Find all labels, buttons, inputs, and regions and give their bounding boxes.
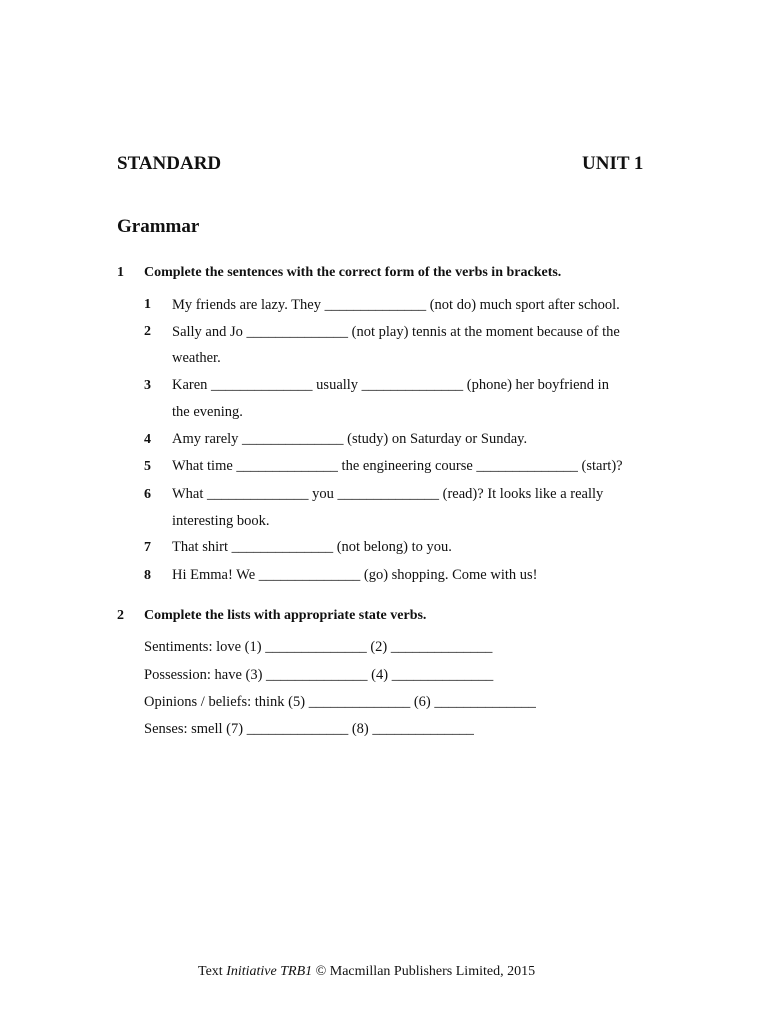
copyright-footer — [198, 964, 535, 980]
level-heading: STANDARD — [117, 153, 222, 174]
item-number: 2 — [144, 324, 151, 339]
footer-suffix: © Macmillan Publishers Limited, 2015 — [312, 964, 536, 979]
item-number: 1 — [144, 297, 151, 312]
item-number: 4 — [144, 432, 151, 447]
item-line: Karen ______________ usually ______________ (phone) her boyfriend in — [172, 377, 609, 393]
item-line: interesting book. — [172, 513, 270, 529]
item-number: 5 — [144, 459, 151, 474]
footer-title: Initiative TRB1 — [226, 964, 313, 979]
item-line: What ______________ you ______________ (read)? It looks like a really — [172, 486, 604, 502]
item-line: What time ______________ the engineering course ______________ (start)? — [172, 458, 623, 474]
item-number: 7 — [144, 540, 151, 555]
list-line: Senses: smell (7) ______________ (8) ______________ — [144, 721, 474, 737]
unit-heading: UNIT 1 — [582, 153, 644, 174]
item-number: 3 — [144, 378, 151, 393]
item-line: Hi Emma! We ______________ (go) shopping. Come with us! — [172, 567, 538, 583]
item-line: Sally and Jo ______________ (not play) tennis at the moment because of the — [172, 324, 620, 340]
footer-prefix: Text — [198, 964, 227, 979]
list-line: Sentiments: love (1) ______________ (2) ______________ — [144, 639, 493, 655]
exercise-instruction: Complete the lists with appropriate state verbs. — [144, 608, 427, 623]
exercise-number: 1 — [117, 265, 124, 280]
item-line: Amy rarely ______________ (study) on Saturday or Sunday. — [172, 431, 528, 447]
list-line: Possession: have (3) ______________ (4) ______________ — [144, 667, 494, 683]
item-line: the evening. — [172, 404, 243, 420]
list-line: Opinions / beliefs: think (5) ______________ (6) ______________ — [144, 694, 536, 710]
item-line: My friends are lazy. They ______________ (not do) much sport after school. — [172, 297, 620, 313]
item-line: weather. — [172, 350, 221, 366]
exercise-instruction: Complete the sentences with the correct form of the verbs in brackets. — [144, 265, 562, 280]
section-title: Grammar — [117, 216, 200, 237]
exercise-number: 2 — [117, 608, 124, 623]
item-number: 6 — [144, 487, 151, 502]
item-number: 8 — [144, 568, 151, 583]
item-line: That shirt ______________ (not belong) to you. — [172, 539, 452, 555]
